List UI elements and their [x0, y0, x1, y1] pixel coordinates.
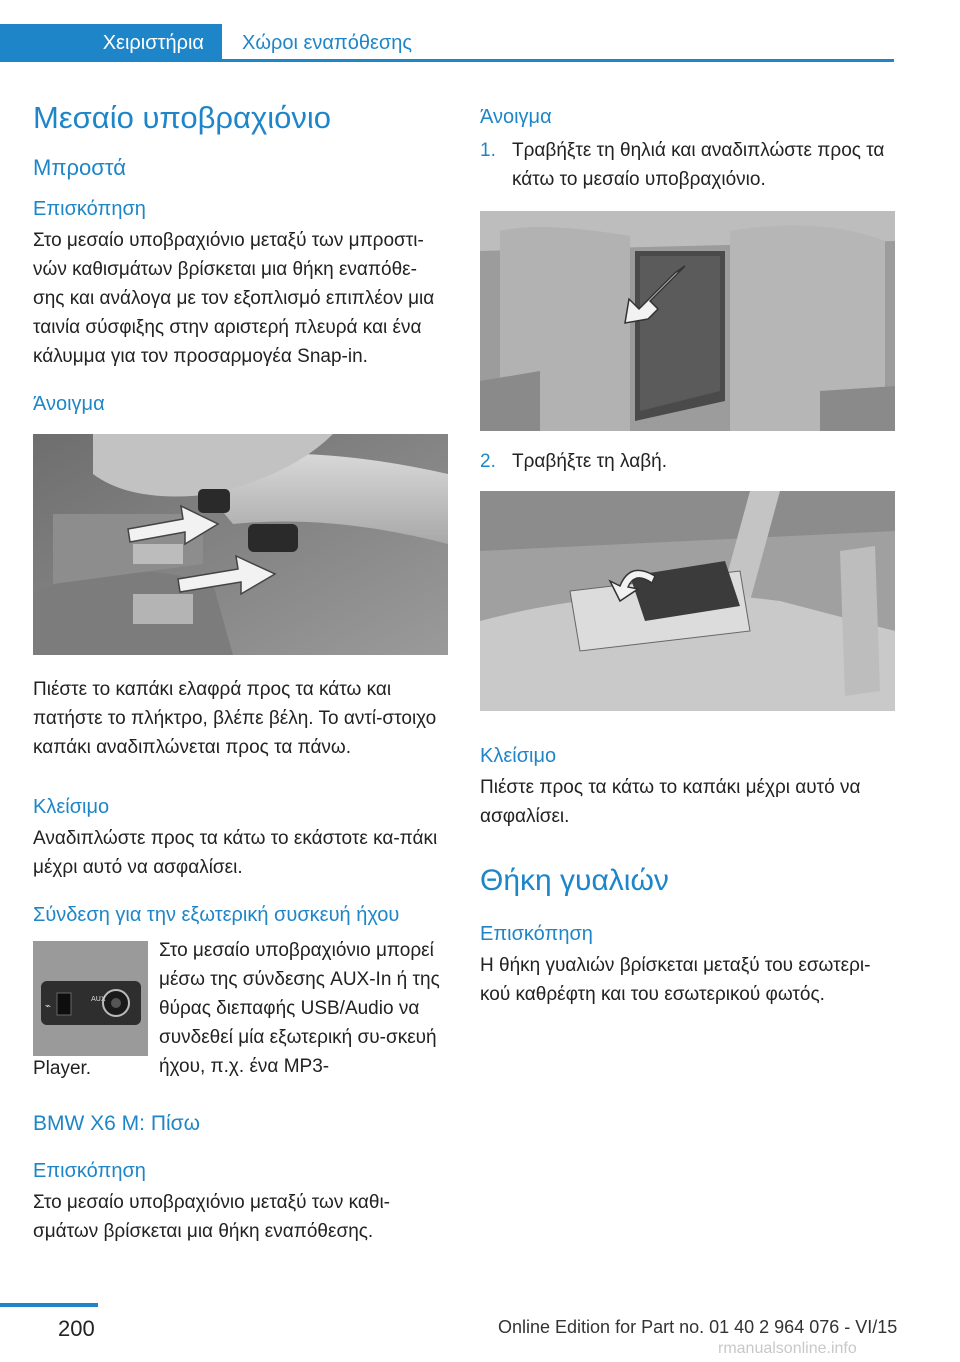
armrest-illustration [33, 434, 448, 655]
closing-text: Αναδιπλώστε προς τα κάτω το εκάστοτε κα-πάκι μέχρι αυτό να ασφαλίσει. [33, 828, 438, 878]
rear-armrest-image [480, 211, 895, 431]
glasses-overview-text: Η θήκη γυαλιών βρίσκεται μεταξύ του εσωτερι-κού καθρέφτη και του εσωτερικού φωτός. [480, 955, 871, 1005]
overview-text: Στο μεσαίο υποβραχιόνιο μεταξύ των μπροστι-νών καθισμάτων βρίσκεται μια θήκη εναπόθε-σης και ανάλογα με τον εξοπλισμό επιπλέον μια ταινία σύσφιξης στην αριστερή πλευρά και ένα κάλυμμα για τον προσαρμογέα Snap-in. [33, 230, 435, 367]
overview-heading: Επισκόπηση [33, 198, 146, 220]
right-closing-text: Πιέστε προς τα κάτω το καπάκι μέχρι αυτό να ασφαλίσει. [480, 777, 861, 827]
glasses-title: Θήκη γυαλιών [480, 864, 669, 897]
aux-label: AUX [91, 995, 106, 1003]
step-1 [480, 136, 895, 194]
armrest-handle-illustration [480, 491, 895, 711]
connection-heading: Σύνδεση για την εξωτερική συσκευή ήχου [33, 904, 400, 926]
right-opening-heading: Άνοιγμα [480, 106, 552, 128]
closing-heading: Κλείσιμο [33, 796, 110, 818]
step-2-number: 2. [480, 451, 496, 472]
glasses-overview-heading: Επισκόπηση [480, 923, 593, 945]
opening-text: Πιέστε το καπάκι ελαφρά προς τα κάτω και πατήστε το πλήκτρο, βλέπε βέλη. Το αντί-στοιχο καπάκι αναδιπλώνεται προς τα πάνω. [33, 679, 437, 758]
section-tab: Χώροι εναπόθεσης [222, 24, 894, 62]
step-2-text: Τραβήξτε τη λαβή. [512, 451, 667, 472]
connection-text: Στο μεσαίο υποβραχιόνιο μπορεί μέσω της σύνδεσης AUX-In ή της θύρας διεπαφής USB/Audio να συνδεθεί μία εξωτερική συ-σκευή ήχου, π.χ. ένα MP3- [159, 940, 440, 1077]
x6m-overview-heading: Επισκόπηση [33, 1160, 146, 1182]
x6m-overview-text: Στο μεσαίο υποβραχιόνιο μεταξύ των καθι-σμάτων βρίσκεται μια θήκη εναπόθεσης. [33, 1192, 390, 1242]
footer-accent-line [0, 1303, 98, 1307]
edition-text: Online Edition for Part no. 01 40 2 964 076 - VI/15 [498, 1317, 898, 1337]
x6m-heading: BMW X6 M: Πίσω [33, 1112, 201, 1135]
aux-usb-illustration [33, 941, 148, 1056]
page-header [0, 0, 960, 64]
rear-seat-illustration [480, 211, 895, 431]
aux-usb-image [33, 941, 148, 1056]
svg-text:⌁: ⌁ [45, 1001, 52, 1012]
front-heading: Μπροστά [33, 155, 126, 180]
chapter-tab: Χειριστήρια [0, 24, 222, 62]
opening-heading: Άνοιγμα [33, 393, 105, 415]
right-closing-heading: Κλείσιμο [480, 745, 557, 767]
step-1-text: Τραβήξτε τη θηλιά και αναδιπλώστε προς τα κάτω το μεσαίο υποβραχιόνιο. [512, 140, 885, 190]
step-2 [480, 447, 895, 476]
connection-text-cont: Player. [33, 1058, 92, 1079]
page-number: 200 [58, 1316, 95, 1341]
page-title: Μεσαίο υποβραχιόνιο [33, 100, 331, 135]
watermark: rmanualsonline.info [718, 1340, 857, 1357]
step-1-number: 1. [480, 140, 496, 161]
right-column [480, 104, 895, 1009]
connection-block [33, 936, 448, 1082]
armrest-handle-image [480, 491, 895, 711]
left-column [33, 98, 448, 1246]
armrest-opening-image [33, 434, 448, 655]
